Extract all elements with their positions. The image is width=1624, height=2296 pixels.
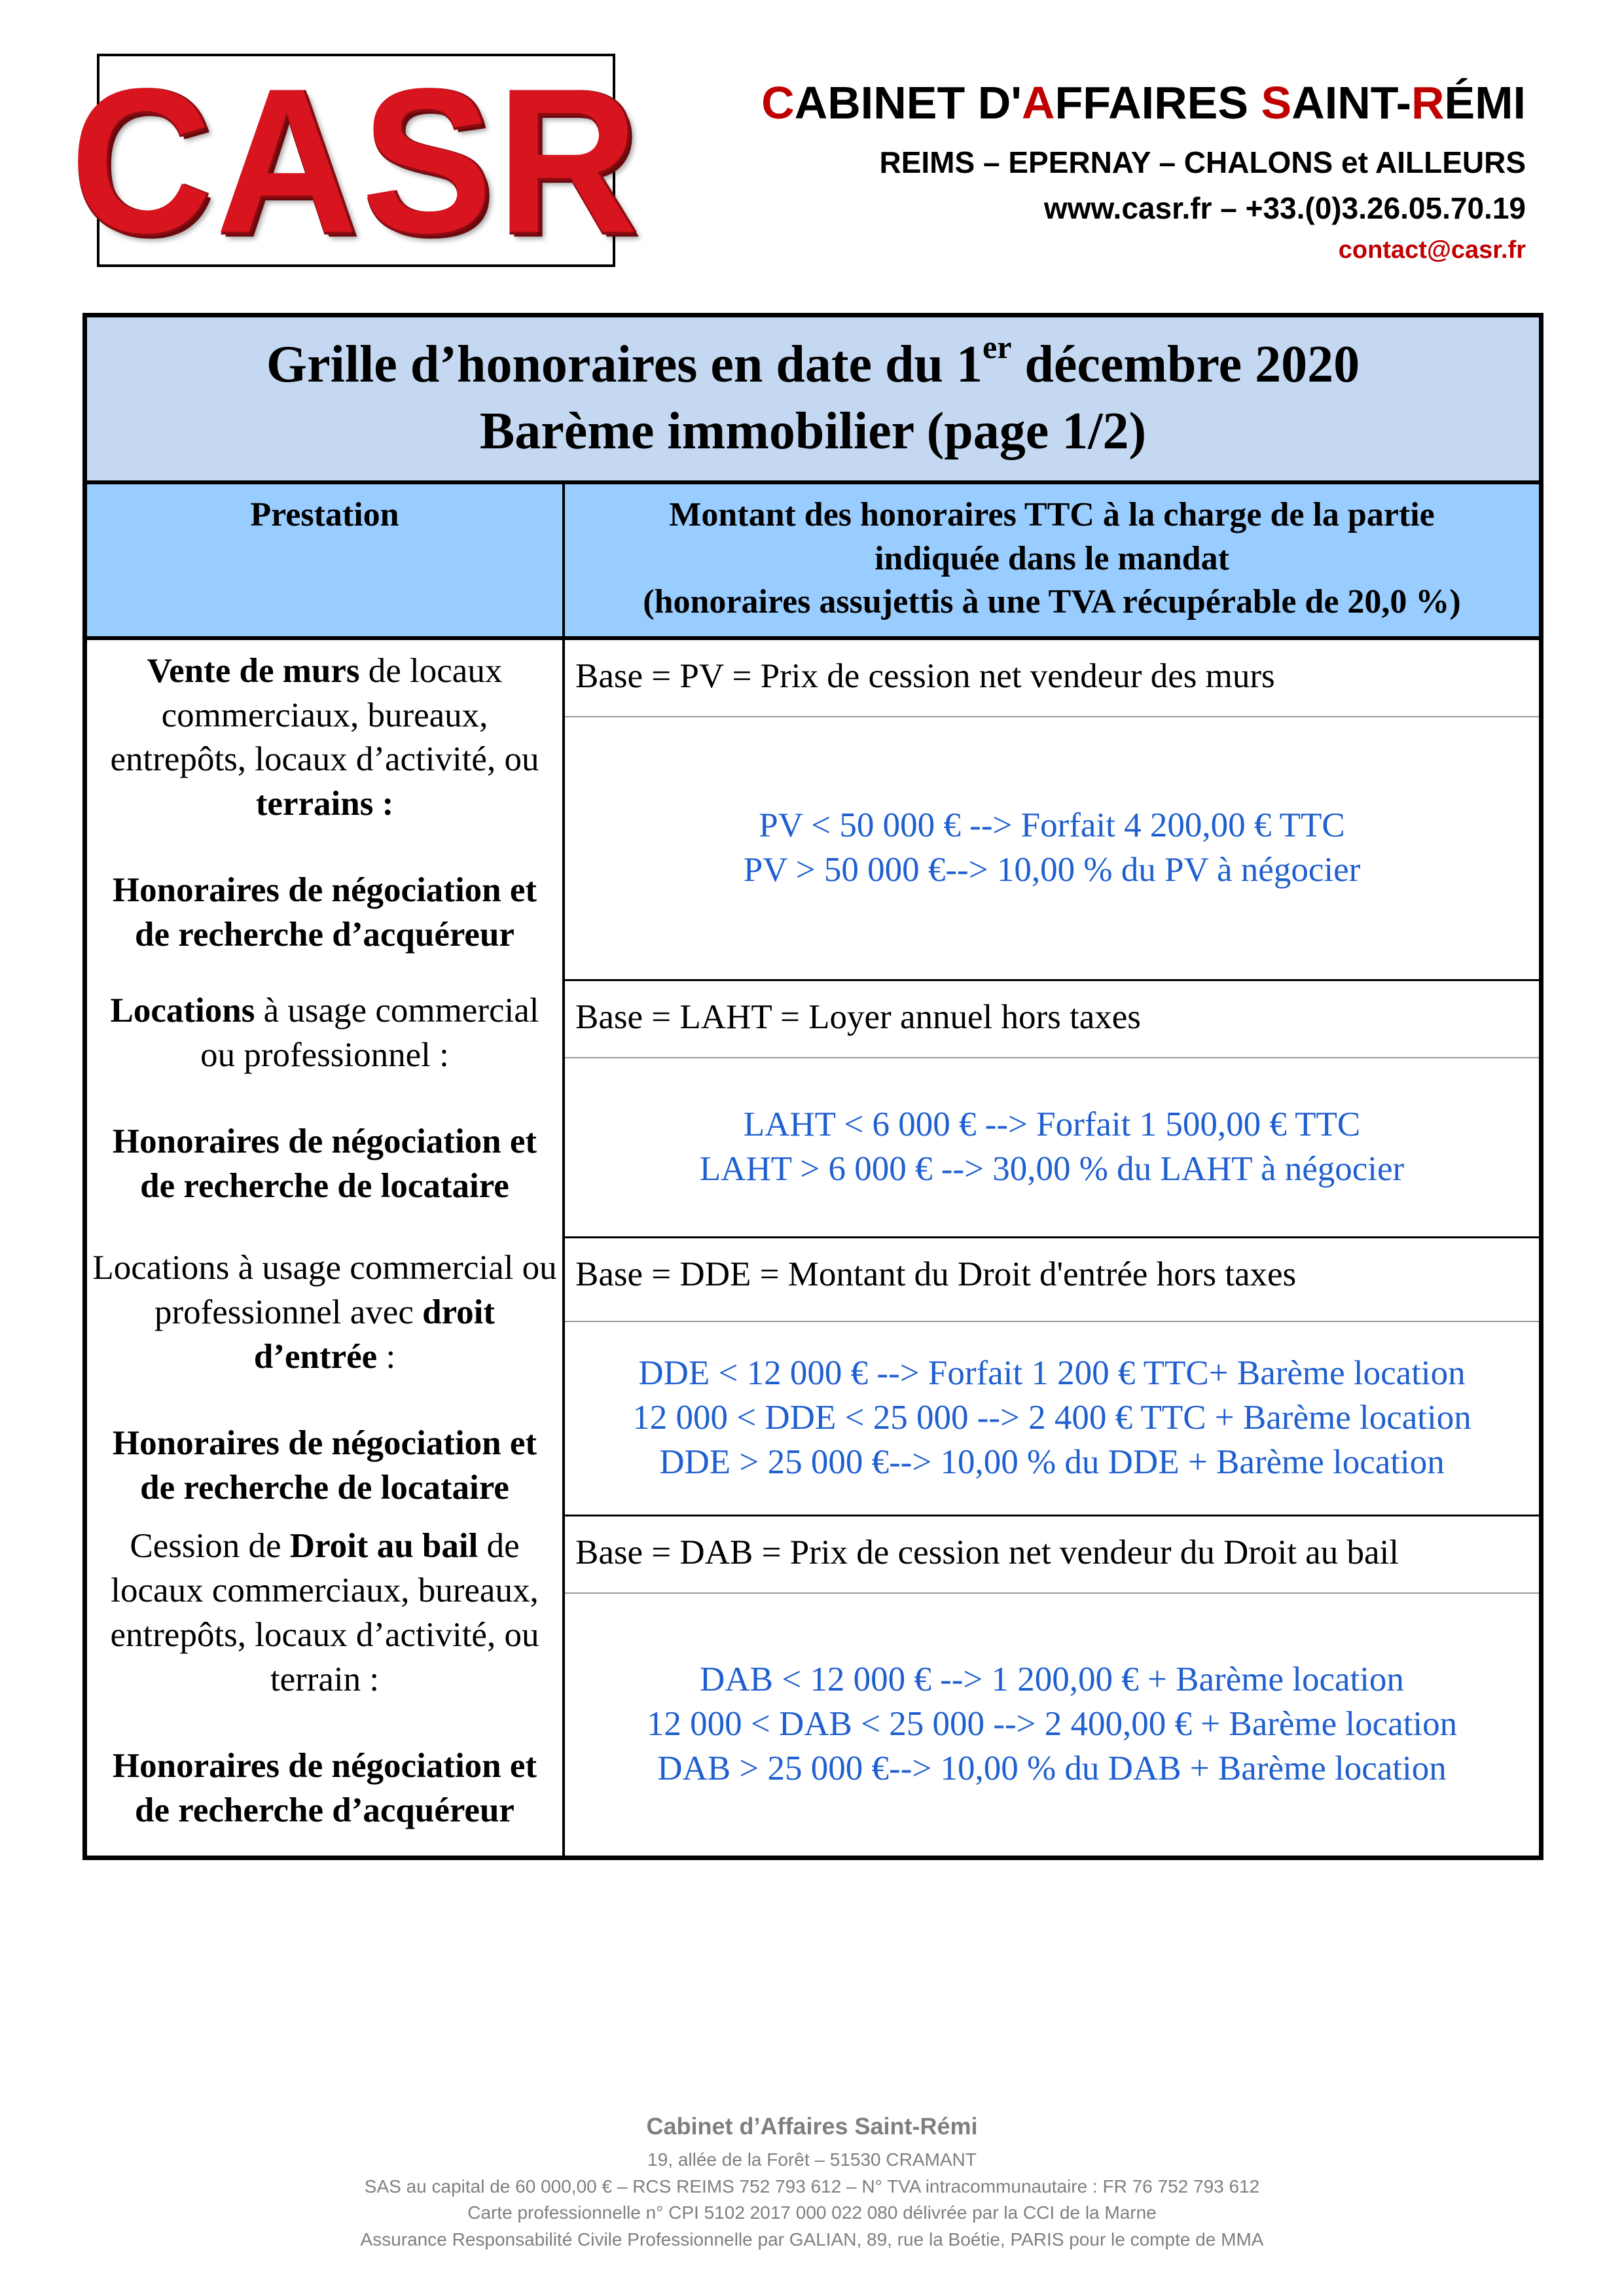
column-header-amount bbox=[564, 484, 1539, 638]
prestation-fees: Honoraires de négociation et de recherche de locataire bbox=[112, 1122, 537, 1205]
prestation-text: Locations à usage commercial ou professionnel avec bbox=[92, 1249, 557, 1332]
rate-line: 12 000 < DAB < 25 000 --> 2 400,00 € + Barème location bbox=[646, 1705, 1458, 1744]
prestation-description bbox=[92, 1246, 557, 1379]
footer bbox=[0, 2113, 1624, 2253]
rate-line: DDE < 12 000 € --> Forfait 1 200 € TTC+ Barème location bbox=[638, 1354, 1466, 1392]
rate-line: PV < 50 000 € --> Forfait 4 200,00 € TTC bbox=[759, 806, 1345, 844]
footer-card: Carte professionnelle n° CPI 5102 2017 000 022 080 délivrée par la CCI de la Marne bbox=[467, 2202, 1157, 2223]
base-cell: Base = LAHT = Loyer annuel hors taxes bbox=[564, 980, 1539, 1058]
company-name-part: AINT- bbox=[1291, 77, 1411, 128]
company-cities: REIMS – EPERNAY – CHALONS et AILLEURS bbox=[879, 145, 1526, 179]
prestation-description bbox=[92, 1524, 557, 1702]
prestation-bold: Locations bbox=[110, 992, 255, 1030]
prestation-cell bbox=[87, 638, 564, 980]
rate-line: LAHT < 6 000 € --> Forfait 1 500,00 € TTC bbox=[743, 1105, 1361, 1143]
logo-text: CASR bbox=[69, 45, 643, 276]
spacer bbox=[92, 1078, 557, 1120]
base-cell: Base = PV = Prix de cession net vendeur des murs bbox=[564, 638, 1539, 717]
prestation-bold: terrains : bbox=[255, 785, 394, 823]
base-cell: Base = DAB = Prix de cession net vendeur du Droit au bail bbox=[564, 1515, 1539, 1593]
rates-cell bbox=[564, 717, 1539, 980]
company-name-part: ÉMI bbox=[1444, 77, 1526, 128]
prestation-text: : bbox=[377, 1337, 396, 1376]
table-row bbox=[87, 638, 1539, 717]
base-cell: Base = DDE = Montant du Droit d'entrée hors taxes bbox=[564, 1237, 1539, 1321]
table-row bbox=[87, 1515, 1539, 1593]
prestation-description bbox=[92, 649, 557, 827]
rate-line: PV > 50 000 €--> 10,00 % du PV à négocier bbox=[743, 850, 1361, 889]
rate-line: DAB > 25 000 €--> 10,00 % du DAB + Barème location bbox=[657, 1749, 1447, 1787]
title-line-2: Barème immobilier (page 1/2) bbox=[479, 402, 1147, 460]
fee-table bbox=[82, 313, 1543, 1860]
title-superscript: er bbox=[983, 329, 1012, 365]
column-header-amount-line: indiquée dans le mandat bbox=[875, 539, 1229, 577]
spacer bbox=[92, 827, 557, 869]
prestation-fees: Honoraires de négociation et de recherche d’acquéreur bbox=[112, 871, 537, 954]
rate-line: DAB < 12 000 € --> 1 200,00 € + Barème location bbox=[700, 1660, 1404, 1699]
table-row bbox=[87, 980, 1539, 1058]
prestation-text: Cession de bbox=[130, 1527, 290, 1566]
rates-cell bbox=[564, 1058, 1539, 1238]
fee-grid bbox=[87, 484, 1539, 1856]
company-header bbox=[761, 75, 1526, 264]
rate-line: DDE > 25 000 €--> 10,00 % du DDE + Barème location bbox=[659, 1443, 1445, 1481]
footer-insurance: Assurance Responsabilité Civile Professionnelle par GALIAN, 89, rue la Boétie, PARIS pour le compte de MMA bbox=[360, 2229, 1264, 2250]
prestation-text: de locaux commerciaux, bureaux, entrepôts, locaux d’activité, ou bbox=[110, 651, 539, 779]
footer-address: 19, allée de la Forêt – 51530 CRAMANT bbox=[647, 2149, 977, 2170]
prestation-bold: Droit au bail bbox=[289, 1527, 478, 1566]
prestation-fees: Honoraires de négociation et de recherche d’acquéreur bbox=[112, 1746, 537, 1829]
spacer bbox=[92, 1380, 557, 1422]
column-header-amount-line: (honoraires assujettis à une TVA récupérable de 20,0 %) bbox=[643, 583, 1461, 621]
column-header-prestation: Prestation bbox=[87, 484, 564, 638]
column-header-amount-line: Montant des honoraires TTC à la charge de la partie bbox=[669, 496, 1435, 534]
company-email: contact@casr.fr bbox=[1338, 236, 1526, 264]
logo bbox=[69, 45, 643, 276]
title-text: décembre 2020 bbox=[1011, 336, 1360, 393]
company-name bbox=[761, 75, 1526, 130]
company-initial-s: S bbox=[1261, 77, 1292, 128]
rate-line: 12 000 < DDE < 25 000 --> 2 400 € TTC + Barème location bbox=[632, 1398, 1471, 1437]
company-name-part: ABINET D' bbox=[794, 77, 1022, 128]
prestation-cell bbox=[87, 1515, 564, 1856]
prestation-text: à usage commercial ou professionnel : bbox=[200, 992, 539, 1075]
prestation-description bbox=[92, 989, 557, 1078]
company-initial-c: C bbox=[761, 77, 795, 128]
prestation-cell bbox=[87, 1237, 564, 1515]
prestation-bold: droit d’entrée bbox=[253, 1293, 496, 1376]
title-line-1 bbox=[94, 329, 1532, 399]
table-title bbox=[87, 317, 1539, 484]
prestation-bold: Vente de murs bbox=[147, 651, 360, 690]
rates-cell bbox=[564, 1593, 1539, 1856]
footer-company-name: Cabinet d’Affaires Saint-Rémi bbox=[646, 2113, 978, 2140]
company-web-phone: www.casr.fr – +33.(0)3.26.05.70.19 bbox=[1043, 191, 1526, 225]
company-initial-a: A bbox=[1021, 77, 1055, 128]
rates-cell bbox=[564, 1321, 1539, 1516]
prestation-text: de locaux commerciaux, bureaux, entrepôts, locaux d’activité, ou terrain : bbox=[110, 1527, 539, 1698]
table-row bbox=[87, 1237, 1539, 1321]
table-header-row bbox=[87, 484, 1539, 638]
spacer bbox=[92, 1702, 557, 1744]
company-initial-r: R bbox=[1411, 77, 1445, 128]
footer-legal: SAS au capital de 60 000,00 € – RCS REIMS 752 793 612 – N° TVA intracommunautaire : FR 76 752 793 612 bbox=[364, 2176, 1260, 2197]
title-text: Grille d’honoraires en date du 1 bbox=[266, 336, 983, 393]
company-name-part: FFAIRES bbox=[1055, 77, 1261, 128]
rate-line: LAHT > 6 000 € --> 30,00 % du LAHT à négocier bbox=[699, 1149, 1405, 1188]
prestation-cell bbox=[87, 980, 564, 1237]
prestation-fees: Honoraires de négociation et de recherche de locataire bbox=[112, 1424, 537, 1507]
